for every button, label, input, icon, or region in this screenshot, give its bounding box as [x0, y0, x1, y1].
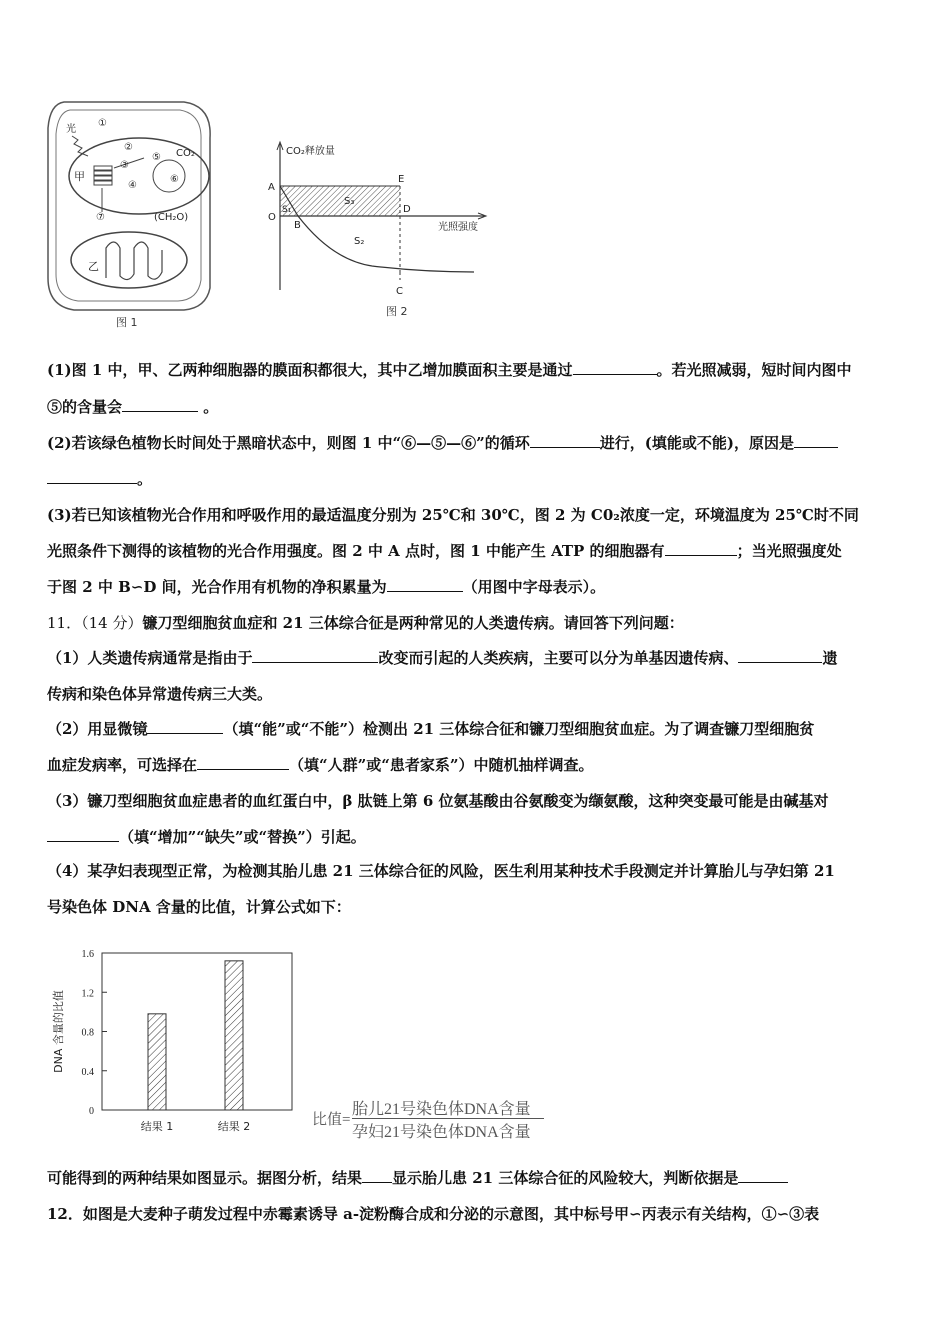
q10-p1-text-c: ⑤的含量会: [47, 398, 123, 416]
answer-blank[interactable]: [47, 827, 119, 842]
q11-s3-text-b: （填“增加”“缺失”或“替换”）引起。: [119, 828, 366, 846]
point-a: A: [268, 182, 275, 193]
q11-s2-text-a: （2）用显微镜: [47, 720, 148, 738]
q11-part1-line2: [47, 683, 907, 705]
label-n5: ⑤: [152, 152, 161, 163]
y-tick-label: 0.8: [81, 1027, 94, 1039]
q10-part3-line1: [47, 504, 907, 526]
area-s3-label: S₃: [344, 196, 355, 207]
label-n7: ⑦: [96, 212, 105, 223]
answer-blank[interactable]: [197, 755, 289, 770]
q11-part5-line1: [47, 1167, 907, 1189]
q11-heading: [47, 612, 907, 634]
formula-numerator: 胎儿21号染色体DNA含量: [352, 1101, 531, 1118]
answer-blank[interactable]: [738, 648, 822, 663]
q11-s5-text-b: 显示胎儿患 21 三体综合征的风险较大，判断依据是: [392, 1169, 739, 1187]
answer-blank[interactable]: [47, 469, 137, 484]
x-category-label: 结果 2: [217, 1120, 251, 1133]
thylakoid-grana-icon: [94, 166, 112, 185]
q11-part3-line1: [47, 790, 907, 812]
q10-p3-text-c: ；当光照强度处: [736, 542, 842, 560]
q11-s1-text-a: （1）人类遗传病通常是指由于: [47, 649, 253, 667]
q11-part2-line2: [47, 754, 907, 776]
label-n3: ③: [120, 160, 129, 171]
calvin-cycle-icon: [153, 160, 185, 192]
q11-number: 11．（14 分）: [47, 614, 143, 632]
q11-s2-text-c: 血症发病率，可选择在: [47, 756, 198, 774]
answer-blank[interactable]: [252, 648, 378, 663]
q11-s2-text-b: （填“能”或“不能”）检测出 21 三体综合征和镰刀型细胞贫血症。为了调查镰刀型细胞贫: [223, 720, 815, 738]
y-axis-label: DNA 含量的比值: [52, 990, 65, 1073]
q11-part4-line2: [47, 896, 907, 918]
y-tick-label: 0.4: [81, 1066, 94, 1078]
answer-blank[interactable]: [122, 397, 198, 412]
figure-1-cell-diagram: [44, 98, 216, 333]
dna-ratio-bar-chart: [44, 935, 304, 1140]
q10-p2-text-c: 。: [137, 470, 153, 488]
arrow-icon: [114, 158, 144, 168]
answer-blank[interactable]: [738, 1168, 788, 1183]
label-n4: ④: [128, 180, 137, 191]
area-s3: [280, 186, 400, 216]
q10-p1-text-a: (1)图 1 中，甲、乙两种细胞器的膜面积都很大，其中乙增加膜面积主要是通过: [47, 361, 573, 379]
q10-part2-line1: [47, 432, 907, 454]
x-axis-label: 光照强度: [438, 222, 478, 233]
bar-1: [148, 1014, 166, 1110]
ratio-formula: [312, 1096, 552, 1140]
q10-part3-line2: [47, 540, 907, 562]
q11-part3-line2: [47, 826, 907, 848]
label-co2: CO₂: [176, 148, 195, 159]
q10-part1-line2: [47, 396, 907, 418]
q11-s2-text-d: （填“人群”或“患者家系”）中随机抽样调查。: [289, 756, 594, 774]
point-o: O: [268, 212, 276, 223]
q11-part2-line1: [47, 718, 907, 740]
point-c: C: [396, 286, 403, 297]
q11-s4-text-a: （4）某孕妇表现型正常，为检测其胎儿患 21 三体综合征的风险，医生利用某种技术手段测定并计算胎儿与孕妇第 21: [47, 862, 835, 880]
q11-heading-text: 镰刀型细胞贫血症和 21 三体综合征是两种常见的人类遗传病。请回答下列问题：: [142, 614, 684, 632]
q10-p3-text-a: (3)若已知该植物光合作用和呼吸作用的最适温度分别为 25℃和 30℃，图 2 为 C0₂浓度一定，环境温度为 25℃时不同: [47, 506, 859, 524]
point-b: B: [294, 220, 301, 231]
q11-s5-text-a: 可能得到的两种结果如图显示。据图分析，结果: [47, 1169, 363, 1187]
q11-s4-text-b: 号染色体 DNA 含量的比值，计算公式如下：: [47, 898, 351, 916]
point-d: D: [403, 204, 411, 215]
formula-denominator: 孕妇21号染色体DNA含量: [352, 1124, 531, 1141]
label-n2: ②: [124, 142, 133, 153]
figure-2-caption: 图 2: [386, 305, 408, 318]
answer-blank[interactable]: [665, 541, 737, 556]
formula-prefix: 比值=: [312, 1112, 351, 1128]
answer-blank[interactable]: [147, 719, 223, 734]
bar-2: [225, 961, 243, 1110]
label-yi: 乙: [88, 260, 99, 273]
answer-blank[interactable]: [362, 1168, 392, 1183]
q10-p3-text-b: 光照条件下测得的该植物的光合作用强度。图 2 中 A 点时，图 1 中能产生 ATP 的细胞器有: [47, 542, 665, 560]
q12-line1: [47, 1203, 907, 1225]
q10-p3-text-d: 于图 2 中 B∽D 间，光合作用有机物的净积累量为: [47, 578, 387, 596]
q10-part2-line2: [47, 468, 907, 490]
answer-blank[interactable]: [573, 360, 657, 375]
q10-p2-text-b: 进行，(填能或不能)，原因是: [599, 434, 794, 452]
q11-s1-text-d: 传病和染色体异常遗传病三大类。: [47, 685, 273, 703]
label-ch2o: (CH₂O): [154, 212, 189, 223]
chart-frame: [102, 953, 292, 1110]
y-axis-label: CO₂释放量: [286, 146, 335, 157]
q10-part3-line3: [47, 576, 907, 598]
label-n1: ①: [98, 118, 107, 129]
answer-blank[interactable]: [794, 433, 838, 448]
q11-s3-text-a: （3）镰刀型细胞贫血症患者的血红蛋白中，β 肽链上第 6 位氨基酸由谷氨酸变为缬氨酸，这种突变最可能是由碱基对: [47, 792, 829, 810]
answer-blank[interactable]: [387, 577, 463, 592]
area-s2-label: S₂: [354, 236, 365, 247]
label-jia: 甲: [74, 170, 85, 183]
q11-s1-text-c: 遗: [822, 649, 838, 667]
y-tick-label: 1.6: [81, 949, 94, 960]
point-e: E: [398, 174, 405, 185]
q12-text: 12．如图是大麦种子萌发过程中赤霉素诱导 a-淀粉酶合成和分泌的示意图，其中标号甲∽丙表示有关结构，①∽③表: [47, 1205, 820, 1223]
y-tick-label: 0: [89, 1106, 94, 1117]
q10-part1-line1: [47, 359, 907, 381]
figure-2-graph: [262, 140, 492, 320]
q10-p1-text-d: 。: [198, 398, 219, 416]
q11-s1-text-b: 改变而引起的人类疾病，主要可以分为单基因遗传病、: [378, 649, 739, 667]
mitochondrion-cristae: [106, 242, 162, 280]
x-category-label: 结果 1: [140, 1120, 174, 1133]
q10-p2-text-a: (2)若该绿色植物长时间处于黑暗状态中，则图 1 中“⑥—⑤—⑥”的循环: [47, 434, 530, 452]
q11-part4-line1: [47, 860, 907, 882]
area-s1-label: S₁: [282, 205, 292, 215]
label-light: 光: [66, 124, 76, 135]
light-zigzag-icon: [72, 136, 88, 156]
figure-1-caption: 图 1: [116, 316, 138, 329]
q11-part1-line1: [47, 647, 907, 669]
q10-p3-text-e: （用图中字母表示）。: [462, 578, 606, 596]
q10-p1-text-b: 。若光照减弱，短时间内图中: [656, 361, 852, 379]
answer-blank[interactable]: [530, 433, 600, 448]
label-n6: ⑥: [170, 174, 179, 185]
y-tick-label: 1.2: [81, 988, 94, 1000]
